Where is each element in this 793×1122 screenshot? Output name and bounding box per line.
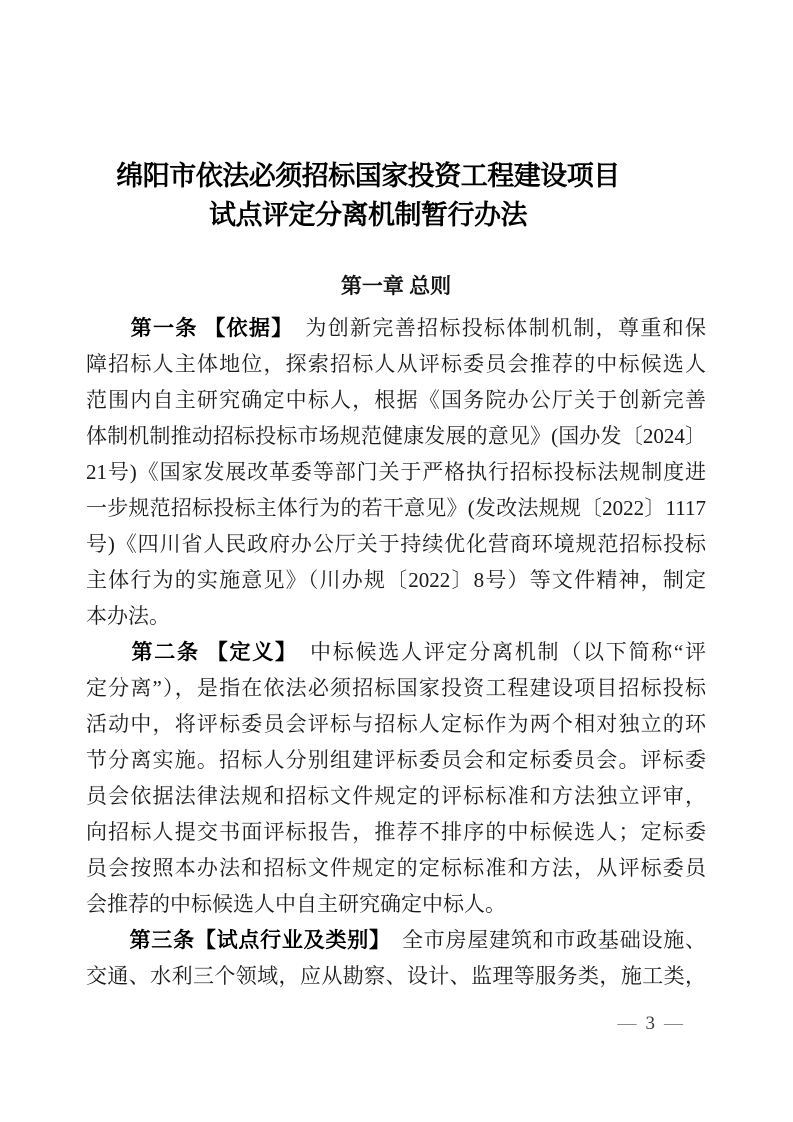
chapter-heading: 第一章 总则 bbox=[340, 274, 452, 298]
body-text-run: 中标候选人评定分离机制（以下简称“评 bbox=[287, 640, 706, 664]
page-footer bbox=[618, 1011, 684, 1037]
body-line bbox=[86, 490, 706, 526]
body-line bbox=[86, 346, 706, 382]
body-text-run: 交通、水利三个领域，应从勘察、设计、监理等服务类，施工类， bbox=[86, 964, 706, 988]
page-number: 3 bbox=[645, 1013, 655, 1034]
body-line bbox=[86, 958, 706, 994]
footer-dash-left: — bbox=[617, 1013, 637, 1034]
body-line bbox=[86, 382, 706, 418]
body-text-run: 员会依据法律法规和招标文件规定的评标标准和方法独立评审， bbox=[86, 784, 706, 808]
article-heading: 第一条 【依据】 bbox=[86, 316, 284, 340]
body-line bbox=[86, 706, 706, 742]
body-text-run: 范围内自主研究确定中标人，根据《国务院办公厅关于创新完善 bbox=[86, 388, 706, 412]
body-text-run: 21号)《国家发展改革委等部门关于严格执行招标投标法规制度进 bbox=[86, 460, 706, 484]
body-text-run: 本办法。 bbox=[86, 604, 170, 628]
document-title-line2: 试点评定分离机制暂行办法 bbox=[209, 200, 527, 230]
body-text-run: 一步规范招标投标主体行为的若干意见》(发改法规规〔2022〕1117 bbox=[86, 496, 706, 520]
body-line bbox=[86, 814, 706, 850]
body-text-run: 为创新完善招标投标体制机制，尊重和保 bbox=[283, 316, 706, 340]
body-line bbox=[86, 850, 706, 886]
body-text-run: 向招标人提交书面评标报告，推荐不排序的中标候选人；定标委 bbox=[86, 820, 706, 844]
body-line bbox=[86, 886, 706, 922]
body-line bbox=[86, 670, 706, 706]
body-line bbox=[86, 562, 706, 598]
body-text-run: 会推荐的中标候选人中自主研究确定中标人。 bbox=[86, 892, 506, 916]
footer-dash-right: — bbox=[664, 1013, 683, 1034]
article-heading: 第三条【试点行业及类别】 bbox=[86, 928, 381, 952]
body-text-run: 主体行为的实施意见》（川办规〔2022〕8号）等文件精神，制定 bbox=[86, 568, 706, 592]
body-line bbox=[86, 454, 706, 490]
body-line bbox=[86, 742, 706, 778]
document-title-line1: 绵阳市依法必须招标国家投资工程建设项目 bbox=[116, 161, 620, 191]
body-text-run: 节分离实施。招标人分别组建评标委员会和定标委员会。评标委 bbox=[86, 748, 706, 772]
body-text-run: 活动中，将评标委员会评标与招标人定标作为两个相对独立的环 bbox=[86, 712, 706, 736]
body-line bbox=[86, 598, 706, 634]
document-title bbox=[58, 157, 678, 235]
body-text-run: 全市房屋建筑和市政基础设施、 bbox=[380, 928, 706, 952]
document-body bbox=[86, 310, 706, 994]
article-heading: 第二条 【定义】 bbox=[86, 640, 288, 664]
body-line bbox=[86, 418, 706, 454]
body-text-run: 号)《四川省人民政府办公厅关于持续优化营商环境规范招标投标 bbox=[86, 532, 706, 556]
body-line bbox=[86, 526, 706, 562]
body-line bbox=[86, 778, 706, 814]
body-text-run: 员会按照本办法和招标文件规定的定标标准和方法，从评标委员 bbox=[86, 856, 706, 880]
body-text-run: 定分离”），是指在依法必须招标国家投资工程建设项目招标投标 bbox=[86, 676, 706, 700]
body-line bbox=[86, 634, 706, 670]
body-text-run: 障招标人主体地位，探索招标人从评标委员会推荐的中标候选人 bbox=[86, 352, 706, 376]
body-line bbox=[86, 922, 706, 958]
body-line bbox=[86, 310, 706, 346]
body-text-run: 体制机制推动招标投标市场规范健康发展的意见》(国办发〔2024〕 bbox=[86, 424, 706, 448]
